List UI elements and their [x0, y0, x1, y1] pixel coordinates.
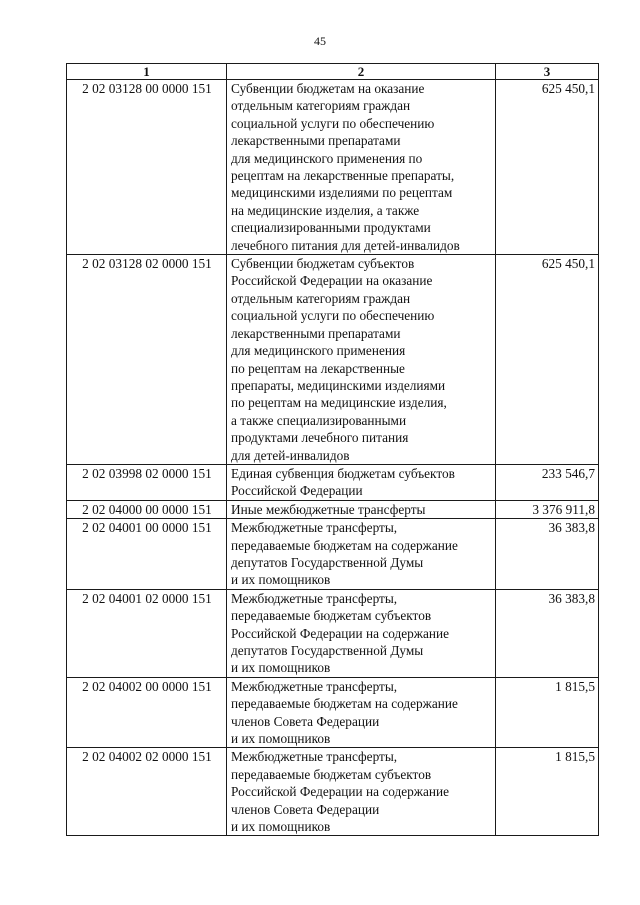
revenue-name-line: передаваемые бюджетам субъектов: [231, 766, 432, 782]
revenue-name-line: и их помощников: [231, 819, 331, 835]
classification-code-cell: 2 02 04001 00 0000 151: [67, 519, 227, 590]
revenue-name-line: Субвенции бюджетам на оказание: [231, 81, 425, 96]
table-row: [67, 500, 599, 518]
column-header-amount: 3: [496, 64, 599, 80]
revenue-name-line: специализированными продуктами: [231, 220, 431, 236]
revenue-name-line: препараты, медицинскими изделиями: [231, 377, 446, 393]
table-row: [67, 589, 599, 677]
table-header: [67, 64, 599, 80]
table-row: [67, 748, 599, 836]
revenue-name-cell: [227, 464, 496, 500]
classification-code-cell: 2 02 03998 02 0000 151: [67, 464, 227, 500]
revenue-name-line: для медицинского применения: [231, 343, 406, 359]
revenue-name-line: передаваемые бюджетам на содержание: [231, 696, 458, 712]
revenue-name-line: для медицинского применения по: [231, 150, 423, 166]
amount-cell: 625 450,1: [496, 255, 599, 465]
table-row: [67, 519, 599, 590]
revenue-name-line: лекарственными препаратами: [231, 133, 401, 149]
revenue-name-line: депутатов Государственной Думы: [231, 643, 424, 658]
revenue-name-line: по рецептам на медицинские изделия,: [231, 395, 447, 411]
revenue-name-line: лечебного питания для детей-инвалидов: [231, 237, 460, 253]
header-row: [67, 64, 599, 80]
revenue-name-line: рецептам на лекарственные препараты,: [231, 168, 455, 184]
table-body: [67, 80, 599, 836]
revenue-name-cell: [227, 519, 496, 590]
table-row: [67, 464, 599, 500]
revenue-name-line: отдельным категориям граждан: [231, 98, 411, 114]
revenue-name-line: Межбюджетные трансферты,: [231, 749, 398, 765]
revenue-name-line: и их помощников: [231, 731, 331, 747]
revenue-name-line: продуктами лечебного питания: [231, 430, 409, 446]
revenue-name-line: лекарственными препаратами: [231, 325, 401, 341]
revenue-name-line: Межбюджетные трансферты,: [231, 678, 398, 694]
revenue-name-cell: [227, 589, 496, 677]
revenue-name-line: депутатов Государственной Думы: [231, 554, 424, 570]
table-row: [67, 677, 599, 748]
revenue-name-line: и их помощников: [231, 572, 331, 588]
revenue-name-line: Межбюджетные трансферты,: [231, 520, 398, 536]
table-row: [67, 80, 599, 255]
amount-cell: 1 815,5: [496, 677, 599, 748]
amount-cell: 36 383,8: [496, 589, 599, 677]
budget-table: [66, 63, 599, 836]
revenue-name-line: социальной услуги по обеспечению: [231, 115, 435, 131]
classification-code-cell: 2 02 03128 02 0000 151: [67, 255, 227, 465]
revenue-name-cell: [227, 255, 496, 465]
revenue-name-line: Российской Федерации на содержание: [231, 784, 450, 800]
column-header-name: 2: [227, 64, 496, 80]
revenue-name-line: по рецептам на лекарственные: [231, 360, 405, 376]
amount-cell: 3 376 911,8: [496, 500, 599, 518]
amount-cell: 625 450,1: [496, 80, 599, 255]
table-row: [67, 255, 599, 465]
revenue-name-line: Межбюджетные трансферты,: [231, 590, 398, 606]
revenue-name-line: Субвенции бюджетам субъектов: [231, 256, 415, 272]
classification-code-cell: 2 02 04001 02 0000 151: [67, 589, 227, 677]
revenue-name-line: и их помощников: [231, 660, 331, 676]
classification-code-cell: 2 02 04002 02 0000 151: [67, 748, 227, 836]
revenue-name-line: а также специализированными: [231, 412, 407, 428]
revenue-name-line: Российской Федерации на оказание: [231, 273, 433, 289]
revenue-name-cell: [227, 80, 496, 255]
revenue-name-cell: [227, 500, 496, 518]
revenue-name-line: медицинскими изделиями по рецептам: [231, 185, 453, 201]
revenue-name-line: на медицинские изделия, а также: [231, 202, 420, 218]
revenue-name-cell: [227, 677, 496, 748]
revenue-name-line: Российской Федерации на содержание: [231, 625, 450, 641]
revenue-name-line: Единая субвенция бюджетам субъектов: [231, 465, 455, 481]
revenue-name-line: Иные межбюджетные трансферты: [231, 501, 426, 517]
amount-cell: 233 546,7: [496, 464, 599, 500]
page-number: 45: [314, 34, 326, 48]
classification-code-cell: 2 02 04002 00 0000 151: [67, 677, 227, 748]
revenue-name-line: передаваемые бюджетам субъектов: [231, 608, 432, 624]
revenue-name-line: для детей-инвалидов: [231, 447, 350, 463]
column-header-code: 1: [67, 64, 227, 80]
revenue-name-line: социальной услуги по обеспечению: [231, 308, 435, 324]
amount-cell: 36 383,8: [496, 519, 599, 590]
classification-code-cell: 2 02 03128 00 0000 151: [67, 80, 227, 255]
classification-code-cell: 2 02 04000 00 0000 151: [67, 500, 227, 518]
revenue-name-cell: [227, 748, 496, 836]
revenue-name-line: членов Совета Федерации: [231, 801, 380, 817]
revenue-name-line: передаваемые бюджетам на содержание: [231, 537, 458, 553]
revenue-name-line: Российской Федерации: [231, 483, 363, 499]
revenue-name-line: отдельным категориям граждан: [231, 290, 411, 306]
revenue-name-line: членов Совета Федерации: [231, 713, 380, 729]
amount-cell: 1 815,5: [496, 748, 599, 836]
